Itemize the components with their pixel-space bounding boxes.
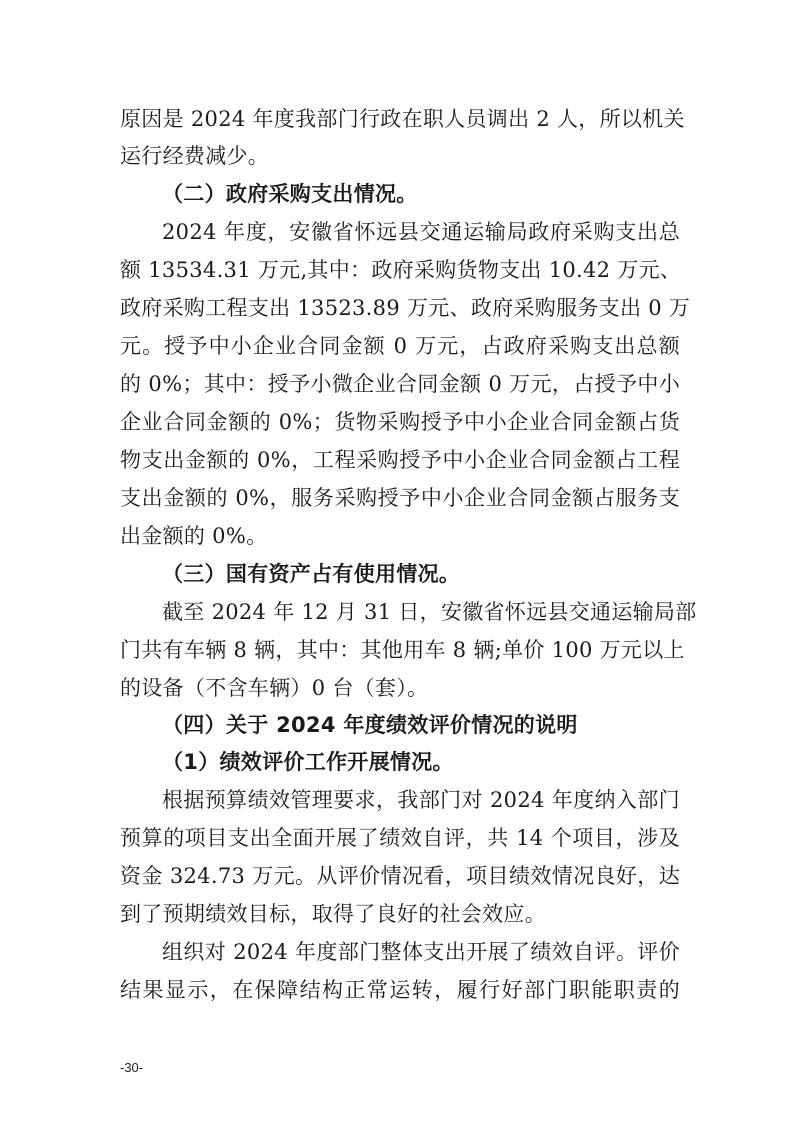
- body-line: 截至 2024 年 12 月 31 日，安徽省怀远县交通运输局部: [162, 600, 697, 624]
- subsection-heading: （1）绩效评价工作开展情况。: [162, 750, 454, 774]
- body-line: 原因是 2024 年度我部门行政在职人员调出 2 人，所以机关: [120, 107, 685, 131]
- body-line: 预算的项目支出全面开展了绩效自评，共 14 个项目，涉及: [120, 826, 680, 850]
- body-line: 企业合同金额的 0%；货物采购授予中小企业合同金额占货: [120, 410, 680, 434]
- body-line: 组织对 2024 年度部门整体支出开展了绩效自评。评价: [162, 940, 680, 964]
- body-line: 额 13534.31 万元,其中：政府采购货物支出 10.42 万元、: [120, 258, 682, 282]
- body-line: 门共有车辆 8 辆，其中：其他用车 8 辆;单价 100 万元以上: [120, 638, 685, 662]
- body-line: 的 0%；其中：授予小微企业合同金额 0 万元，占授予中小: [120, 372, 680, 396]
- body-line: 资金 324.73 万元。从评价情况看，项目绩效情况良好，达: [120, 864, 680, 888]
- body-line: 支出金额的 0%，服务采购授予中小企业合同金额占服务支: [120, 486, 680, 510]
- body-line: 运行经费减少。: [120, 144, 270, 168]
- body-line: 根据预算绩效管理要求，我部门对 2024 年度纳入部门: [162, 788, 680, 812]
- section-heading: （三）国有资产占有使用情况。: [162, 562, 461, 586]
- section-heading: （二）政府采购支出情况。: [162, 182, 418, 206]
- body-line: 到了预期绩效目标，取得了良好的社会效应。: [120, 902, 546, 926]
- body-line: 结果显示，在保障结构正常运转，履行好部门职能职责的: [120, 978, 680, 1002]
- body-line: 元。授予中小企业合同金额 0 万元，占政府采购支出总额: [120, 334, 680, 358]
- section-heading: （四）关于 2024 年度绩效评价情况的说明: [162, 713, 578, 737]
- page-number: -30-: [120, 1060, 144, 1075]
- body-line: 的设备（不含车辆）0 台（套）。: [120, 676, 429, 700]
- body-line: 政府采购工程支出 13523.89 万元、政府采购服务支出 0 万: [120, 296, 691, 320]
- body-line: 出金额的 0%。: [120, 524, 268, 548]
- body-line: 物支出金额的 0%，工程采购授予中小企业合同金额占工程: [120, 448, 680, 472]
- body-line: 2024 年度，安徽省怀远县交通运输局政府采购支出总: [162, 220, 680, 244]
